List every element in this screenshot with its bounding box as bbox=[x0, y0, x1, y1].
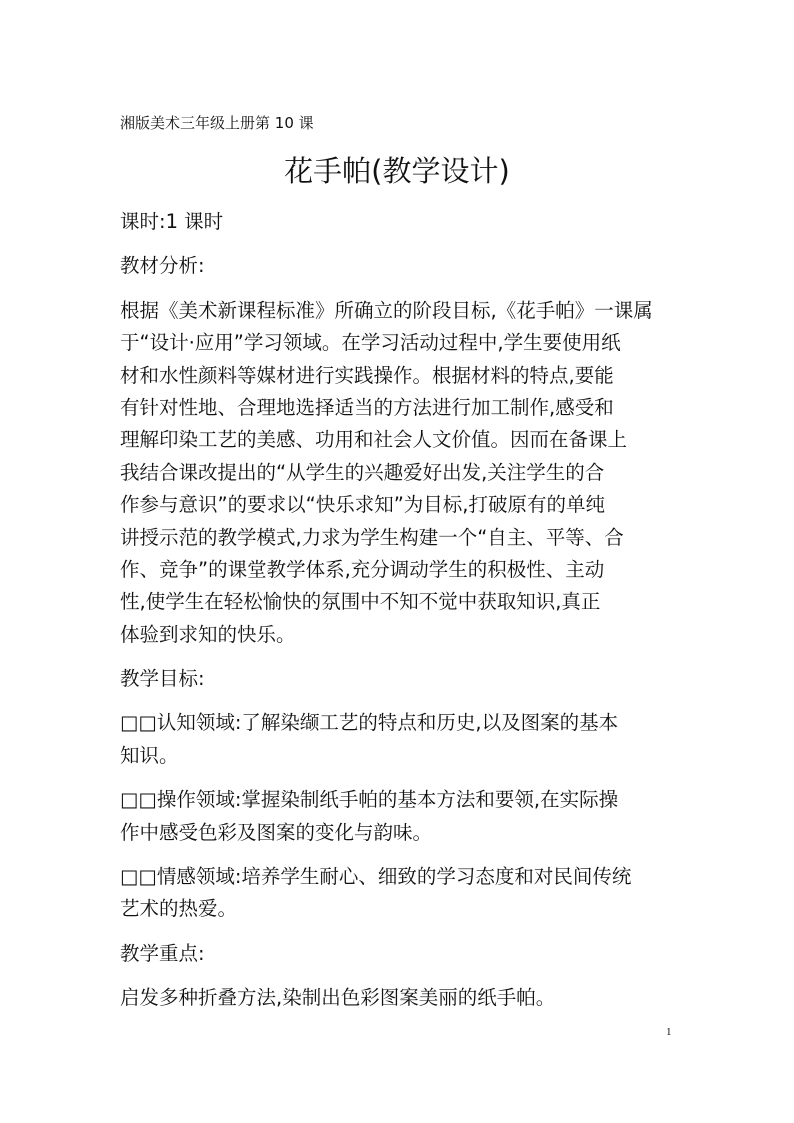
objective-line: 知识。 bbox=[120, 743, 179, 767]
series-label: 湘版美术三年级上册第 10 课 bbox=[120, 114, 314, 132]
paragraph-line: 有针对性地、合理地选择适当的方法进行加工制作,感受和 bbox=[120, 395, 614, 419]
analysis-paragraph bbox=[120, 295, 680, 651]
paragraph-line: 根据《美术新课程标准》所确立的阶段目标,《花手帕》一课属 bbox=[120, 298, 653, 322]
paragraph-line: 材和水性颜料等媒材进行实践操作。根据材料的特点,要能 bbox=[120, 363, 614, 387]
class-hours: 课时:1 课时 bbox=[120, 210, 224, 233]
key-points-text: 启发多种折叠方法,染制出色彩图案美丽的纸手帕。 bbox=[120, 986, 556, 1010]
paragraph-line: 我结合课改提出的“从学生的兴趣爱好出发,关注学生的合 bbox=[120, 460, 605, 484]
paragraph-line: 于“设计·应用”学习领域。在学习活动过程中,学生要使用纸 bbox=[120, 331, 621, 355]
objective-item-operation bbox=[120, 784, 680, 849]
paragraph-line: 作参与意识”的要求以“快乐求知”为目标,打破原有的单纯 bbox=[120, 493, 606, 517]
objective-line: □□操作领域:掌握染制纸手帕的基本方法和要领,在实际操 bbox=[120, 788, 619, 812]
document-body bbox=[120, 206, 680, 1015]
paragraph-line: 性,使学生在轻松愉快的氛围中不知不觉中获取知识,真正 bbox=[120, 590, 601, 614]
objective-line: 作中感受色彩及图案的变化与韵味。 bbox=[120, 820, 433, 844]
page-number: 1 bbox=[666, 1026, 672, 1038]
objective-line: 艺术的热爱。 bbox=[120, 897, 238, 921]
objective-item-emotion bbox=[120, 861, 680, 926]
paragraph-line: 讲授示范的教学模式,力求为学生构建一个“自主、平等、合 bbox=[120, 525, 624, 549]
paragraph-line: 体验到求知的快乐。 bbox=[120, 622, 296, 646]
paragraph-line: 作、竞争”的课堂教学体系,充分调动学生的积极性、主动 bbox=[120, 557, 605, 581]
objective-item-cognitive bbox=[120, 707, 680, 772]
key-points-heading: 教学重点: bbox=[120, 941, 205, 965]
analysis-heading: 教材分析: bbox=[120, 254, 205, 278]
page-title: 花手帕(教学设计) bbox=[284, 154, 510, 188]
objectives-heading: 教学目标: bbox=[120, 667, 205, 691]
objective-line: □□认知领域:了解染缬工艺的特点和历史,以及图案的基本 bbox=[120, 711, 619, 735]
paragraph-line: 理解印染工艺的美感、功用和社会人文价值。因而在备课上 bbox=[120, 428, 628, 452]
objective-line: □□情感领域:培养学生耐心、细致的学习态度和对民间传统 bbox=[120, 865, 632, 889]
